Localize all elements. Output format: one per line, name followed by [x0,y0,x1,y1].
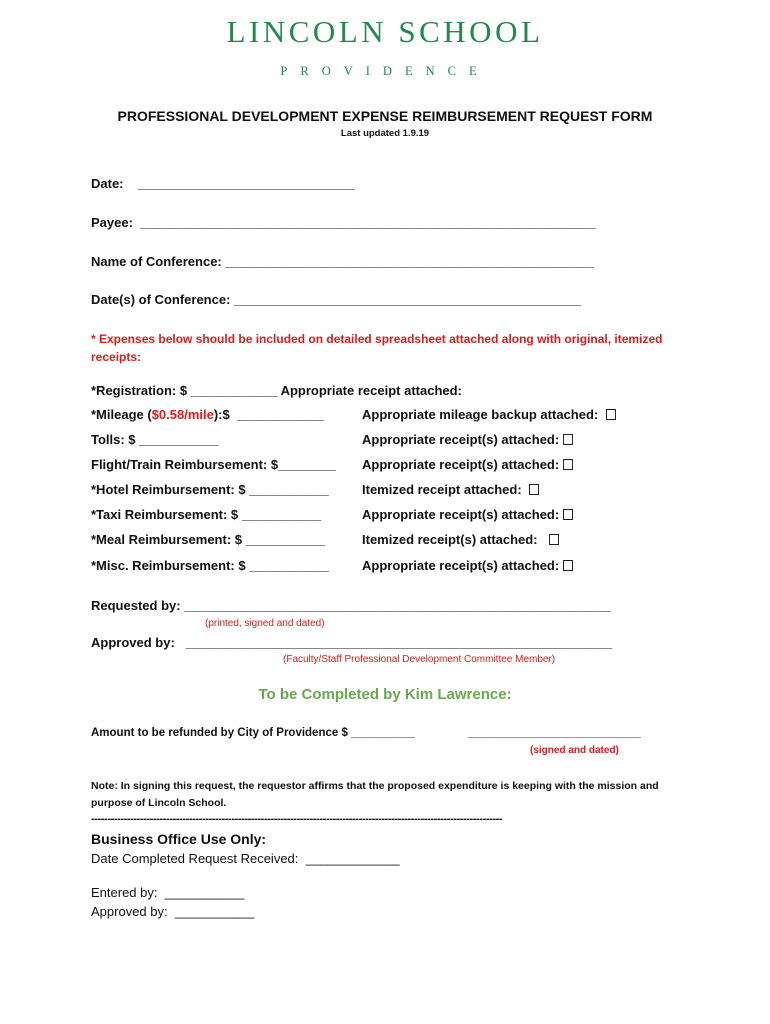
flight-receipt-checkbox[interactable] [563,459,573,470]
completion-heading: To be Completed by Kim Lawrence: [258,686,512,703]
misc-receipt-label: Appropriate receipt(s) attached: [362,558,560,573]
expense-note: * Expenses below should be included on detailed spreadsheet attached along with original, itemized receipts: [91,332,663,364]
misc-receipt-checkbox[interactable] [563,560,573,571]
payee-field[interactable]: Payee: _______________________________________________________________ [91,215,596,230]
conference-name-field[interactable]: Name of Conference: ___________________________________________________ [91,254,595,269]
school-location: PROVIDENCE [280,64,490,78]
flight-receipt-row [362,457,573,472]
meal-receipt-checkbox[interactable] [549,534,559,545]
flight-field[interactable]: Flight/Train Reimbursement: $________ [91,457,336,472]
date-field[interactable]: Date: ______________________________ [91,176,355,191]
tolls-field[interactable]: Tolls: $ ___________ [91,432,219,447]
mileage-field[interactable] [91,407,324,422]
requested-by-field[interactable]: Requested by: ___________________________________________________________ [91,598,611,613]
meal-receipt-row [362,532,559,547]
mileage-rate: $0.58/mile [151,407,214,422]
taxi-receipt-checkbox[interactable] [563,509,573,520]
approved-by-note: (Faculty/Staff Professional Development Committee Member) [283,654,556,665]
school-name: LINCOLN SCHOOL [226,14,544,49]
tolls-receipt-label: Appropriate receipt(s) attached: [362,432,560,447]
business-office-heading: Business Office Use Only: [91,831,267,847]
form-title: PROFESSIONAL DEVELOPMENT EXPENSE REIMBURSEMENT REQUEST FORM [117,108,653,124]
registration-field[interactable]: *Registration: $ ____________ Appropriate receipt attached: [91,383,462,398]
approved-by-field[interactable]: Approved by: ___________________________________________________________ [91,635,613,650]
refund-amount-field[interactable]: Amount to be refunded by City of Providence $ __________ [91,727,416,739]
hotel-field[interactable]: *Hotel Reimbursement: $ ___________ [91,482,329,497]
mileage-receipt-row [362,407,616,422]
misc-receipt-row [362,558,573,573]
hotel-receipt-checkbox[interactable] [529,484,539,495]
tolls-receipt-row [362,432,573,447]
taxi-receipt-label: Appropriate receipt(s) attached: [362,507,560,522]
mileage-receipt-checkbox[interactable] [606,409,616,420]
mileage-receipt-label: Appropriate mileage backup attached: [362,407,599,422]
refund-signature-line[interactable]: ___________________________ [468,727,641,739]
requested-by-note: (printed, signed and dated) [205,618,325,629]
hotel-receipt-label: Itemized receipt attached: [362,482,522,497]
section-divider: ------------------------------------------------------------------------------------------------------------------------------ [91,813,503,825]
taxi-receipt-row [362,507,573,522]
mileage-suffix: ):$ ____________ [213,407,324,422]
mileage-prefix: *Mileage ( [91,407,152,422]
date-completed-field[interactable]: Date Completed Request Received: _____________ [91,851,400,866]
flight-receipt-label: Appropriate receipt(s) attached: [362,457,560,472]
taxi-field[interactable]: *Taxi Reimbursement: $ ___________ [91,507,322,522]
meal-receipt-label: Itemized receipt(s) attached: [362,532,538,547]
last-updated: Last updated 1.9.19 [340,128,430,139]
entered-by-field[interactable]: Entered by: ___________ [91,885,245,900]
bo-approved-by-field[interactable]: Approved by: ___________ [91,904,255,919]
signed-note: (signed and dated) [530,745,619,756]
meal-field[interactable]: *Meal Reimbursement: $ ___________ [91,532,326,547]
conference-dates-field[interactable]: Date(s) of Conference: ________________________________________________ [91,292,582,307]
requestor-note: Note: In signing this request, the requestor affirms that the proposed expenditure is keeping with the mission and purpose of Lincoln School. [91,780,659,809]
tolls-receipt-checkbox[interactable] [563,434,573,445]
misc-field[interactable]: *Misc. Reimbursement: $ ___________ [91,558,329,573]
hotel-receipt-row [362,482,539,497]
